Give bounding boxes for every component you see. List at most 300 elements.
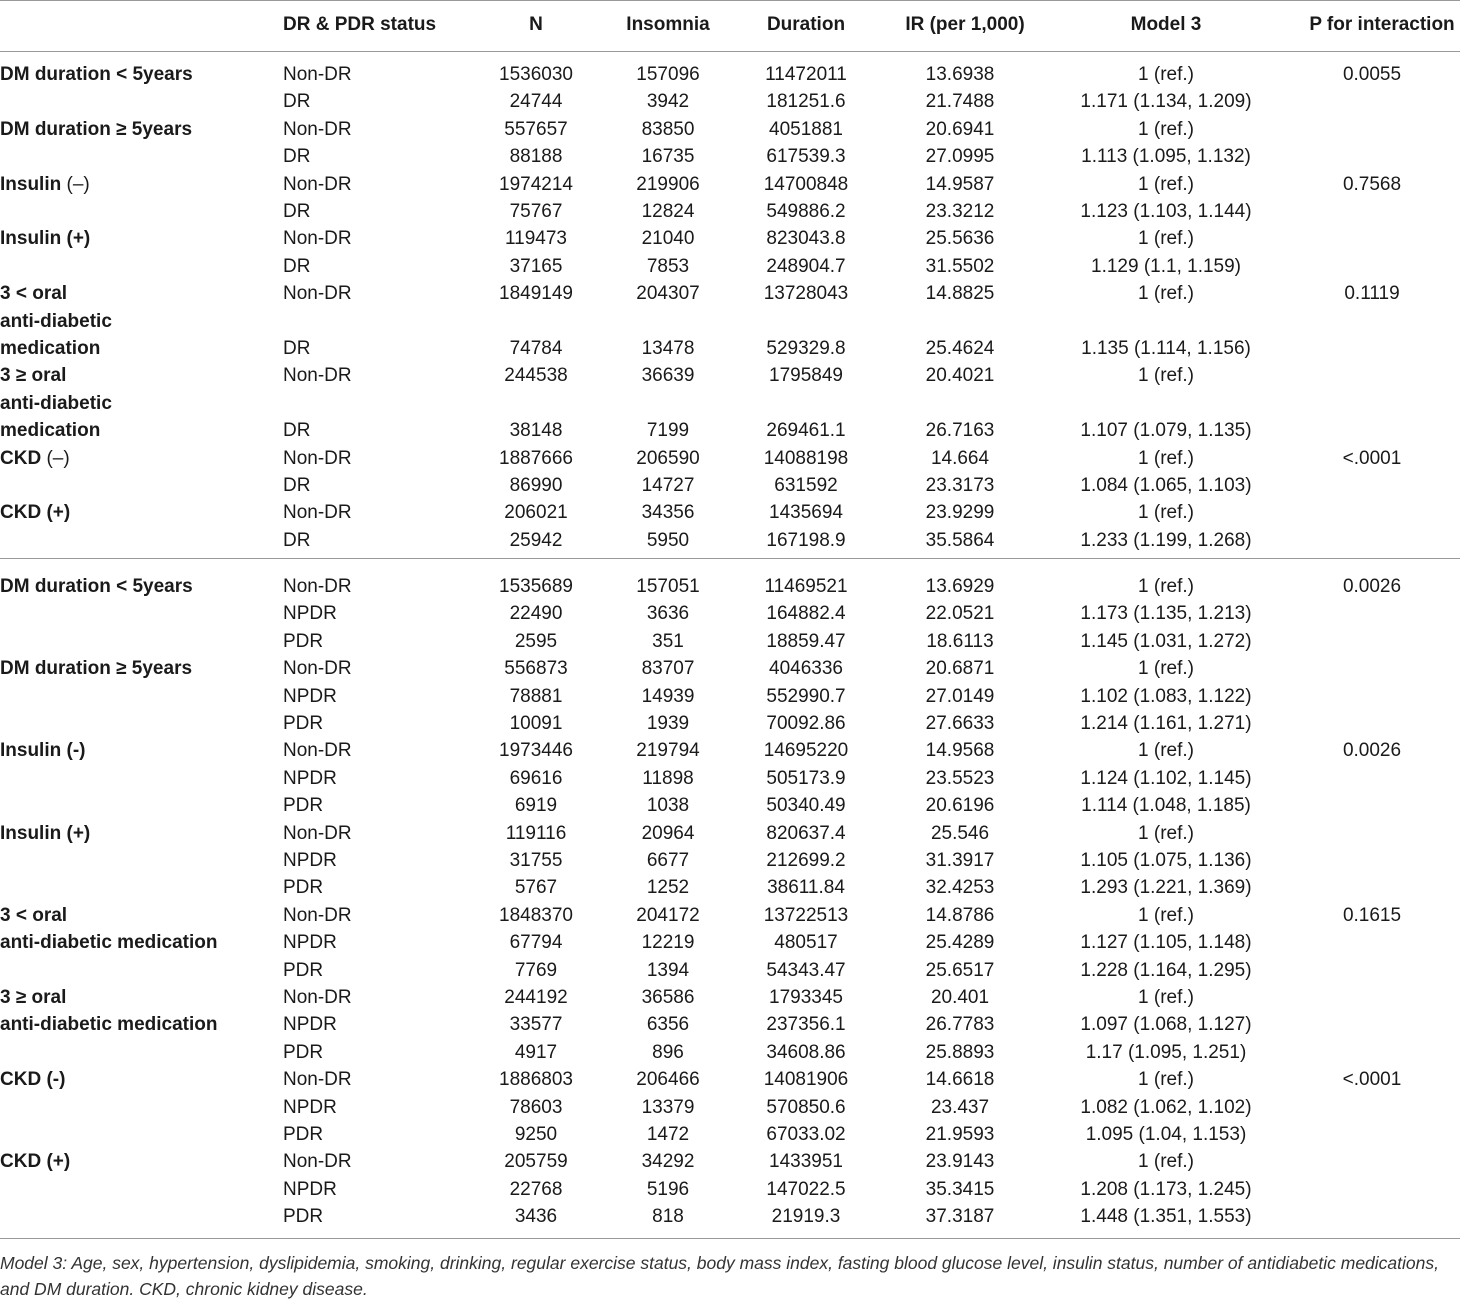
cell-insomnia: 6677 <box>646 850 690 871</box>
cell-status: Non-DR <box>283 283 352 305</box>
cell-ir: 20.401 <box>930 987 990 1008</box>
cell-model3: 1.129 (1.1, 1.159) <box>1091 255 1241 277</box>
cell-ir: 20.6871 <box>925 658 995 680</box>
cell-status: PDR <box>283 877 324 899</box>
cell-insomnia: 157096 <box>636 64 700 85</box>
cell-status: DR <box>283 255 311 277</box>
cell-ir: 26.7783 <box>925 1014 995 1036</box>
cell-duration: 4051881 <box>769 118 843 140</box>
cell-n: 244192 <box>504 987 568 1008</box>
table-row <box>0 737 1460 764</box>
cell-ir: 21.9593 <box>925 1124 995 1145</box>
cell-duration: 212699.2 <box>766 850 846 871</box>
cell-ir: 14.8825 <box>925 283 995 305</box>
cell-model3: 1 (ref.) <box>1138 740 1194 762</box>
cell-duration: 823043.8 <box>766 228 846 250</box>
cell-duration: 13728043 <box>763 283 849 305</box>
cell-model3: 1 (ref.) <box>1138 365 1194 387</box>
table-row <box>0 600 1460 627</box>
cell-n: 4917 <box>514 1041 558 1063</box>
cell-n: 7769 <box>514 959 558 981</box>
cell-insomnia: 206466 <box>636 1069 700 1091</box>
cell-ir: 27.0995 <box>925 146 995 168</box>
cell-model3: 1.448 (1.351, 1.553) <box>1080 1206 1252 1228</box>
cell-ir: 20.6941 <box>925 118 995 140</box>
table-row <box>0 88 1460 115</box>
cell-ir: 23.9143 <box>925 1151 995 1173</box>
cell-insomnia: 83850 <box>641 118 695 140</box>
cell-duration: 1433951 <box>769 1151 843 1173</box>
cell-n: 6919 <box>514 795 558 817</box>
header-col2: N <box>529 14 543 35</box>
row-group-label: medication <box>0 420 101 442</box>
cell-model3: 1 (ref.) <box>1138 987 1194 1008</box>
cell-ir: 23.3212 <box>925 201 995 222</box>
table-row <box>0 1203 1460 1230</box>
cell-ir: 31.3917 <box>925 850 995 871</box>
cell-status: DR <box>283 91 311 113</box>
cell-insomnia: 36586 <box>641 987 695 1008</box>
cell-status: Non-DR <box>283 987 352 1008</box>
cell-n: 119473 <box>505 228 567 250</box>
row-group-label: DM duration ≥ 5years <box>0 118 193 140</box>
table-row <box>0 820 1460 847</box>
cell-n: 206021 <box>504 502 568 524</box>
cell-model3: 1.105 (1.075, 1.136) <box>1080 850 1252 871</box>
cell-ir: 23.3173 <box>925 475 995 496</box>
cell-insomnia: 13478 <box>641 338 695 359</box>
row-group-label: DM duration < 5years <box>0 576 193 597</box>
cell-ir: 14.6618 <box>925 1069 995 1091</box>
cell-insomnia: 204307 <box>636 283 700 305</box>
cell-p-interaction: 0.0026 <box>1342 576 1402 597</box>
cell-insomnia: 34292 <box>641 1151 695 1173</box>
cell-duration: 13722513 <box>763 904 849 926</box>
cell-n: 88188 <box>509 146 563 168</box>
table-row <box>0 499 1460 526</box>
cell-model3: 1.082 (1.062, 1.102) <box>1080 1096 1252 1118</box>
cell-ir: 37.3187 <box>925 1206 995 1228</box>
cell-model3: 1 (ref.) <box>1138 576 1194 597</box>
cell-duration: 54343.47 <box>766 959 846 981</box>
cell-ir: 25.8893 <box>925 1041 995 1063</box>
table-header <box>0 0 1460 52</box>
cell-model3: 1.293 (1.221, 1.369) <box>1080 877 1252 899</box>
table-row <box>0 171 1460 198</box>
table-row <box>0 1011 1460 1038</box>
section-divider <box>0 558 1460 559</box>
cell-n: 22490 <box>509 603 563 625</box>
table-row <box>0 225 1460 252</box>
cell-ir: 22.0521 <box>925 603 995 625</box>
table-row <box>0 445 1460 472</box>
cell-status: PDR <box>283 959 324 981</box>
cell-status: DR <box>283 201 311 222</box>
table-row <box>0 308 1460 335</box>
cell-duration: 529329.8 <box>766 338 846 359</box>
cell-duration: 248904.7 <box>766 255 846 277</box>
row-group-label: Insulin (-) <box>0 740 86 762</box>
cell-model3: 1 (ref.) <box>1138 118 1194 140</box>
header-col4: Duration <box>766 14 846 35</box>
header-col3: Insomnia <box>626 14 710 35</box>
cell-n: 25942 <box>509 529 563 551</box>
cell-insomnia: 219906 <box>636 173 700 195</box>
cell-n: 1886803 <box>499 1069 573 1091</box>
cell-ir: 14.664 <box>930 447 990 469</box>
cell-duration: 147022.5 <box>766 1178 846 1200</box>
cell-ir: 31.5502 <box>925 255 995 277</box>
header-col6: Model 3 <box>1130 14 1202 35</box>
cell-status: Non-DR <box>283 118 352 140</box>
cell-status: PDR <box>283 795 324 817</box>
cell-model3: 1.114 (1.048, 1.185) <box>1081 795 1251 817</box>
table-row <box>0 792 1460 819</box>
row-group-label: anti-diabetic <box>0 310 112 332</box>
cell-ir: 21.7488 <box>925 91 995 113</box>
cell-duration: 14700848 <box>763 173 849 195</box>
cell-n: 74784 <box>509 338 563 359</box>
cell-insomnia: 14727 <box>641 475 695 496</box>
cell-insomnia: 1252 <box>646 877 690 899</box>
cell-ir: 35.5864 <box>925 529 995 551</box>
table-row <box>0 280 1460 307</box>
cell-duration: 505173.9 <box>766 767 846 789</box>
cell-p-interaction: <.0001 <box>1342 1069 1402 1091</box>
cell-duration: 50340.49 <box>766 795 846 817</box>
cell-insomnia: 1394 <box>646 959 690 981</box>
cell-status: DR <box>283 420 311 442</box>
cell-n: 9250 <box>514 1124 558 1145</box>
cell-status: PDR <box>283 630 324 652</box>
cell-n: 1887666 <box>499 447 573 469</box>
cell-n: 33577 <box>509 1014 563 1036</box>
cell-status: DR <box>283 529 311 551</box>
cell-ir: 25.546 <box>930 822 990 844</box>
cell-ir: 25.4289 <box>925 932 995 954</box>
cell-status: DR <box>283 146 311 168</box>
cell-n: 557657 <box>504 118 568 140</box>
table-row <box>0 335 1460 362</box>
cell-model3: 1.135 (1.114, 1.156) <box>1081 338 1251 359</box>
cell-ir: 27.6633 <box>925 713 995 734</box>
row-group-label: Insulin (+) <box>0 228 91 250</box>
cell-status: Non-DR <box>283 365 352 387</box>
cell-insomnia: 12219 <box>641 932 695 954</box>
cell-insomnia: 83707 <box>641 658 695 680</box>
cell-n: 10091 <box>509 713 563 734</box>
cell-status: Non-DR <box>283 228 352 250</box>
table-row <box>0 710 1460 737</box>
cell-ir: 13.6929 <box>925 576 995 597</box>
table-row <box>0 929 1460 956</box>
cell-n: 3436 <box>514 1206 558 1228</box>
cell-model3: 1.097 (1.068, 1.127) <box>1080 1014 1252 1036</box>
cell-status: Non-DR <box>283 658 352 680</box>
cell-n: 67794 <box>509 932 563 954</box>
table-row <box>0 527 1460 554</box>
cell-n: 37165 <box>509 255 563 277</box>
cell-ir: 23.5523 <box>925 767 995 789</box>
cell-model3: 1.208 (1.173, 1.245) <box>1080 1178 1252 1200</box>
row-group-label: medication <box>0 338 101 359</box>
cell-n: 86990 <box>509 475 563 496</box>
cell-insomnia: 14939 <box>641 685 695 707</box>
table-row <box>0 198 1460 225</box>
cell-model3: 1.084 (1.065, 1.103) <box>1080 475 1252 496</box>
header-col5: IR (per 1,000) <box>905 14 1025 35</box>
cell-insomnia: 5950 <box>646 529 690 551</box>
cell-status: Non-DR <box>283 447 352 469</box>
cell-duration: 11469521 <box>764 576 848 597</box>
cell-n: 556873 <box>504 658 568 680</box>
cell-n: 24744 <box>509 91 563 113</box>
cell-model3: 1 (ref.) <box>1138 1069 1194 1091</box>
table-row <box>0 472 1460 499</box>
cell-duration: 1793345 <box>769 987 843 1008</box>
cell-insomnia: 204172 <box>636 904 700 926</box>
cell-model3: 1 (ref.) <box>1138 64 1194 85</box>
cell-n: 244538 <box>504 365 568 387</box>
cell-p-interaction: <.0001 <box>1342 447 1402 469</box>
cell-insomnia: 896 <box>652 1041 684 1063</box>
cell-insomnia: 12824 <box>641 201 695 222</box>
table-row <box>0 390 1460 417</box>
cell-model3: 1 (ref.) <box>1138 658 1194 680</box>
cell-model3: 1 (ref.) <box>1138 502 1194 524</box>
row-group-label: CKD (-) <box>0 1069 66 1091</box>
cell-n: 1973446 <box>499 740 573 762</box>
cell-insomnia: 36639 <box>641 365 695 387</box>
cell-n: 1848370 <box>499 904 573 926</box>
table-row <box>0 683 1460 710</box>
cell-status: NPDR <box>283 767 337 789</box>
cell-model3: 1.214 (1.161, 1.271) <box>1080 713 1252 734</box>
cell-ir: 27.0149 <box>925 685 995 707</box>
cell-duration: 67033.02 <box>766 1124 846 1145</box>
cell-n: 78603 <box>509 1096 563 1118</box>
cell-p-interaction: 0.0026 <box>1342 740 1402 762</box>
cell-duration: 1795849 <box>769 365 843 387</box>
cell-ir: 13.6938 <box>925 64 995 85</box>
cell-n: 1536030 <box>499 64 573 85</box>
cell-duration: 181251.6 <box>766 91 846 113</box>
cell-insomnia: 818 <box>652 1206 684 1228</box>
label-suffix: (–) <box>66 173 90 195</box>
cell-duration: 617539.3 <box>766 146 846 168</box>
cell-duration: 14088198 <box>763 447 849 469</box>
cell-insomnia: 3636 <box>646 603 690 625</box>
cell-duration: 34608.86 <box>766 1041 846 1063</box>
cell-model3: 1.228 (1.164, 1.295) <box>1080 959 1252 981</box>
cell-model3: 1.17 (1.095, 1.251) <box>1085 1041 1247 1063</box>
table-row <box>0 253 1460 280</box>
table-row <box>0 874 1460 901</box>
cell-model3: 1 (ref.) <box>1138 283 1194 305</box>
cell-duration: 480517 <box>774 932 838 954</box>
table-row <box>0 765 1460 792</box>
row-group-label: 3 ≥ oral <box>0 365 67 387</box>
table-row <box>0 417 1460 444</box>
cell-p-interaction: 0.7568 <box>1342 173 1402 195</box>
table-row <box>0 116 1460 143</box>
cell-duration: 269461.1 <box>766 420 846 442</box>
cell-ir: 32.4253 <box>925 877 995 899</box>
cell-status: Non-DR <box>283 904 352 926</box>
cell-duration: 14695220 <box>763 740 849 762</box>
cell-status: Non-DR <box>283 822 352 844</box>
cell-insomnia: 21040 <box>641 228 695 250</box>
cell-model3: 1.123 (1.103, 1.144) <box>1080 201 1252 222</box>
row-group-label: CKD (+) <box>0 1151 71 1173</box>
cell-model3: 1.113 (1.095, 1.132) <box>1081 146 1251 168</box>
cell-ir: 23.437 <box>930 1096 990 1118</box>
label-suffix: (–) <box>46 447 70 469</box>
cell-ir: 20.6196 <box>925 795 995 817</box>
row-group-label: 3 < oral <box>0 283 68 305</box>
cell-status: NPDR <box>283 603 337 625</box>
row-group-label: CKD (+) <box>0 502 71 524</box>
row-group-label: anti-diabetic <box>0 392 112 414</box>
cell-status: Non-DR <box>283 502 352 524</box>
cell-insomnia: 1472 <box>646 1124 690 1145</box>
table-row <box>0 61 1460 88</box>
cell-insomnia: 1038 <box>646 795 690 817</box>
cell-insomnia: 7853 <box>646 255 690 277</box>
cell-insomnia: 3942 <box>646 91 690 113</box>
cell-n: 5767 <box>514 877 558 899</box>
cell-duration: 4046336 <box>769 658 843 680</box>
cell-status: Non-DR <box>283 740 352 762</box>
cell-insomnia: 16735 <box>641 146 695 168</box>
cell-status: Non-DR <box>283 1151 352 1173</box>
cell-p-interaction: 0.1615 <box>1342 904 1402 926</box>
cell-ir: 23.9299 <box>925 502 995 524</box>
row-group-label: DM duration < 5years <box>0 64 193 85</box>
table-row <box>0 655 1460 682</box>
cell-duration: 164882.4 <box>766 603 846 625</box>
table-row <box>0 1121 1460 1148</box>
cell-duration: 549886.2 <box>766 201 846 222</box>
cell-n: 1849149 <box>499 283 573 305</box>
cell-n: 78881 <box>509 685 563 707</box>
cell-insomnia: 206590 <box>636 447 700 469</box>
header-col1: DR & PDR status <box>283 14 437 35</box>
cell-insomnia: 34356 <box>641 502 695 524</box>
table-row <box>0 847 1460 874</box>
cell-duration: 70092.86 <box>766 713 846 734</box>
cell-status: NPDR <box>283 1096 337 1118</box>
table-row <box>0 1039 1460 1066</box>
cell-duration: 820637.4 <box>766 822 846 844</box>
cell-model3: 1 (ref.) <box>1138 447 1194 469</box>
table-row <box>0 143 1460 170</box>
cell-ir: 25.6517 <box>925 959 995 981</box>
cell-status: Non-DR <box>283 64 352 85</box>
cell-status: Non-DR <box>283 173 352 195</box>
row-group-label: anti-diabetic medication <box>0 932 218 954</box>
row-group-label: CKD (–) <box>0 447 70 469</box>
cell-status: PDR <box>283 1124 324 1145</box>
cell-ir: 14.9568 <box>925 740 995 762</box>
table-row <box>0 628 1460 655</box>
cell-n: 1974214 <box>499 173 573 195</box>
cell-status: PDR <box>283 1206 324 1228</box>
table-row <box>0 573 1460 600</box>
cell-n: 2595 <box>514 630 558 652</box>
cell-insomnia: 20964 <box>641 822 695 844</box>
cell-duration: 570850.6 <box>766 1096 846 1118</box>
table-footnote: Model 3: Age, sex, hypertension, dyslipidemia, smoking, drinking, regular exercise status, body mass index, fasting blood glucose level, insulin status, number of antidiabetic medications, and DM duration. CKD, chronic kidney disease. <box>0 1253 1439 1299</box>
table-row <box>0 1176 1460 1203</box>
cell-n: 31755 <box>509 850 563 871</box>
row-group-label: Insulin (+) <box>0 822 91 844</box>
cell-duration: 167198.9 <box>766 529 846 551</box>
table-row <box>0 1148 1460 1175</box>
cell-insomnia: 5196 <box>646 1178 690 1200</box>
cell-n: 75767 <box>509 201 563 222</box>
cell-duration: 14081906 <box>763 1069 849 1091</box>
cell-n: 69616 <box>509 767 563 789</box>
cell-status: PDR <box>283 713 324 734</box>
cell-n: 22768 <box>509 1178 563 1200</box>
row-group-label: Insulin (–) <box>0 173 90 195</box>
cell-ir: 25.4624 <box>925 338 995 359</box>
table-row <box>0 1094 1460 1121</box>
cell-duration: 11472011 <box>765 64 847 85</box>
cell-model3: 1.145 (1.031, 1.272) <box>1080 630 1252 652</box>
cell-status: NPDR <box>283 685 337 707</box>
cell-status: NPDR <box>283 932 337 954</box>
cell-ir: 20.4021 <box>925 365 995 387</box>
cell-ir: 14.8786 <box>925 904 995 926</box>
cell-insomnia: 219794 <box>636 740 700 762</box>
cell-p-interaction: 0.0055 <box>1342 64 1402 85</box>
table-row <box>0 1066 1460 1093</box>
cell-duration: 631592 <box>774 475 838 496</box>
cell-insomnia: 6356 <box>646 1014 690 1036</box>
cell-n: 38148 <box>509 420 563 442</box>
table-bottom-rule <box>0 1238 1460 1239</box>
cell-model3: 1 (ref.) <box>1138 173 1194 195</box>
cell-status: Non-DR <box>283 576 352 597</box>
table-row <box>0 984 1460 1011</box>
header-col7: P for interaction <box>1309 14 1455 35</box>
cell-model3: 1.095 (1.04, 1.153) <box>1085 1124 1247 1145</box>
cell-n: 205759 <box>504 1151 568 1173</box>
cell-model3: 1.102 (1.083, 1.122) <box>1080 685 1252 707</box>
cell-status: DR <box>283 475 311 496</box>
cell-model3: 1 (ref.) <box>1138 1151 1194 1173</box>
cell-model3: 1 (ref.) <box>1138 228 1194 250</box>
cell-duration: 18859.47 <box>766 630 846 652</box>
cell-duration: 21919.3 <box>771 1206 841 1228</box>
cell-n: 119116 <box>505 822 567 844</box>
cell-status: Non-DR <box>283 1069 352 1091</box>
cell-model3: 1.233 (1.199, 1.268) <box>1080 529 1252 551</box>
row-group-label: 3 ≥ oral <box>0 987 67 1008</box>
cell-model3: 1.127 (1.105, 1.148) <box>1080 932 1252 954</box>
cell-status: NPDR <box>283 1178 337 1200</box>
table-row <box>0 362 1460 389</box>
table-row <box>0 902 1460 929</box>
cell-model3: 1.171 (1.134, 1.209) <box>1080 91 1252 113</box>
cell-p-interaction: 0.1119 <box>1344 283 1400 305</box>
cell-insomnia: 13379 <box>641 1096 695 1118</box>
table-row <box>0 957 1460 984</box>
cell-insomnia: 157051 <box>636 576 700 597</box>
cell-ir: 18.6113 <box>926 630 994 652</box>
